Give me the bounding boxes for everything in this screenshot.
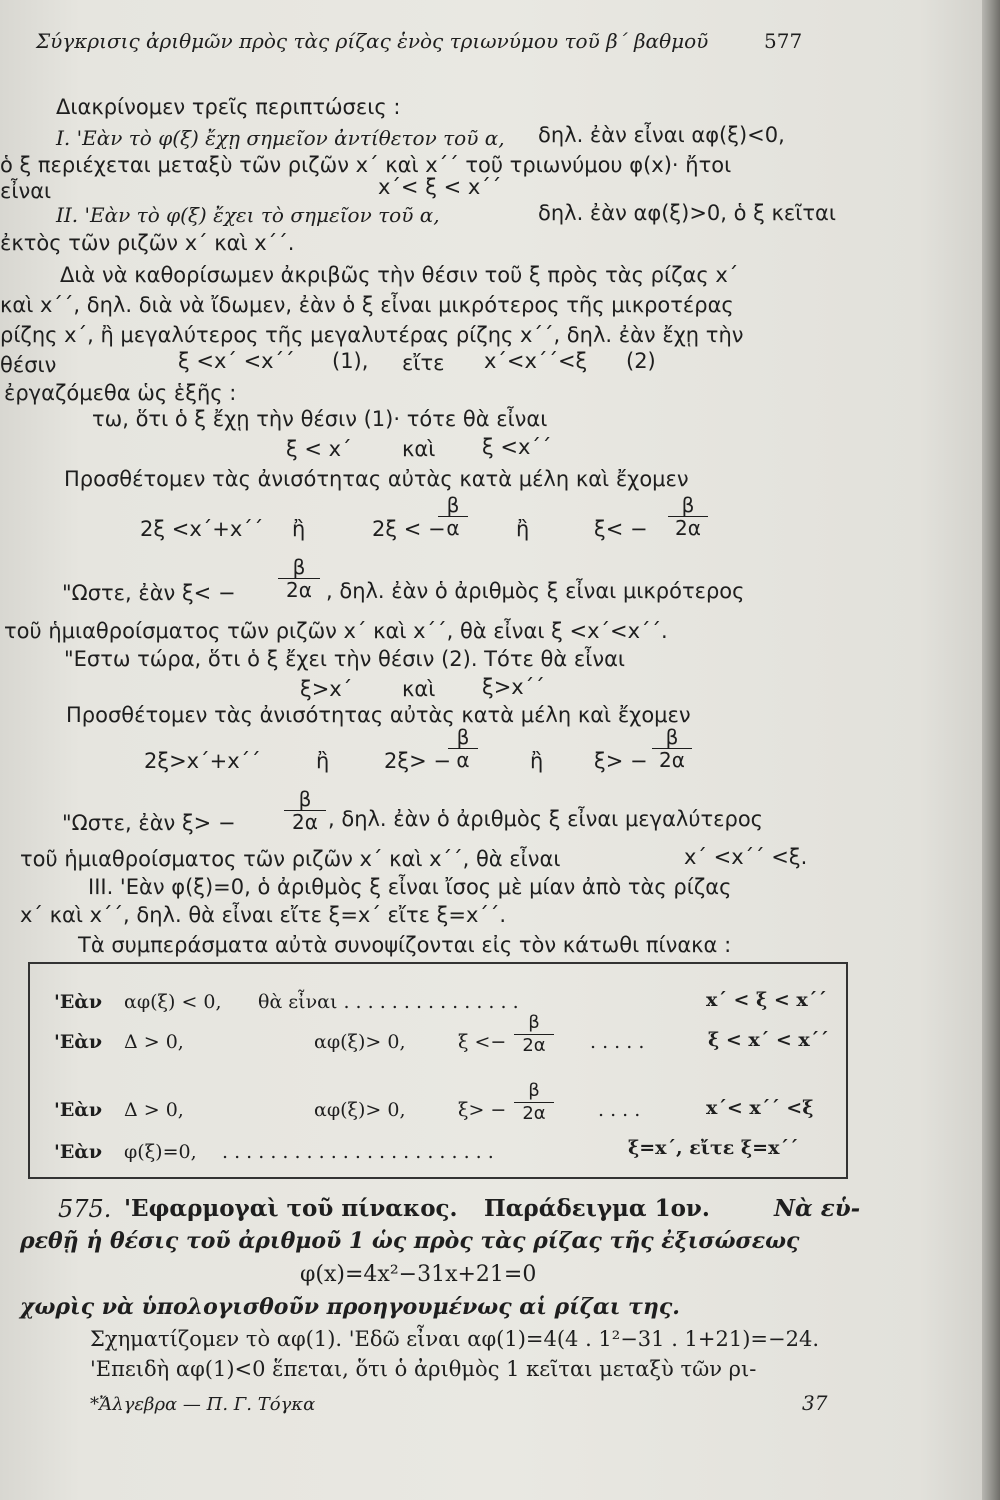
formula: x΄ <x΄΄ <ξ.: [684, 845, 808, 869]
fraction-denominator: 2α: [659, 748, 685, 772]
text-line: δηλ. ἐὰν αφ(ξ)>0, ὁ ξ κεῖται: [538, 201, 836, 225]
text-line: ρίζης x΄, ἢ μεγαλύτερος τῆς μεγαλυτέρας ρίζης x΄΄, δηλ. ἐὰν ἔχῃ τὴν: [0, 323, 744, 347]
text-line: x΄ καὶ x΄΄, δηλ. θὰ εἶναι εἴτε ξ=x΄ εἴτε ξ=x΄΄.: [20, 903, 507, 927]
formula: ξ< −: [594, 517, 648, 541]
table-cell: ξ <−: [458, 1031, 507, 1053]
fraction-denominator: 2α: [292, 810, 318, 834]
fraction: [448, 726, 478, 771]
fraction: [514, 1080, 554, 1125]
formula: "Ωστε, ἐὰν ξ> −: [62, 811, 236, 835]
table-cell: x΄< x΄΄ <ξ: [706, 1097, 814, 1119]
signature-mark: 37: [802, 1391, 828, 1415]
text-line: θέσιν: [0, 353, 57, 377]
table-rule-bottom: [28, 1177, 848, 1179]
formula: x΄< ξ < x΄΄: [378, 175, 502, 199]
text-line: ἢ: [530, 749, 544, 773]
fraction-numerator: β: [284, 788, 326, 811]
table-cell: 'Εὰν: [54, 1141, 103, 1163]
example-label: Παράδειγμα 1ον.: [484, 1195, 710, 1222]
formula: ξ>x΄΄: [482, 675, 545, 699]
fraction-denominator: α: [456, 748, 470, 772]
footer-book-title: *Ἄλγεβρα — Π. Γ. Τόγκα: [90, 1394, 316, 1415]
section-title: 'Εφαρμογαὶ τοῦ πίνακος.: [124, 1195, 458, 1222]
text-line: ἢ: [316, 749, 330, 773]
running-title: Σύγκρισις ἀριθμῶν πρὸς τὰς ρίζας ἑνὸς τριωνύμου τοῦ β΄ βαθμοῦ: [36, 29, 709, 53]
section-number: 575.: [58, 1195, 112, 1223]
case-one-heading: Ι. 'Εὰν τὸ φ(ξ) ἔχῃ σημεῖον ἀντίθετον τοῦ α,: [56, 126, 505, 150]
formula: 2ξ < −: [372, 517, 446, 541]
formula: ξ <x΄ <x΄΄: [178, 349, 295, 373]
table-rule-left: [28, 962, 30, 1177]
formula: 2ξ> −: [384, 749, 451, 773]
table-cell: αφ(ξ)> 0,: [314, 1099, 406, 1121]
fraction-numerator: β: [668, 494, 708, 517]
text-line: δηλ. ἐὰν εἶναι αφ(ξ)<0,: [538, 123, 785, 147]
table-cell: . . . . .: [590, 1031, 645, 1053]
formula: (2): [626, 349, 656, 373]
book-spine: [982, 0, 1000, 1500]
text-line: ἢ: [516, 517, 530, 541]
equation: φ(x)=4x²−31x+21=0: [300, 1262, 537, 1287]
solution-line: 'Επειδὴ αφ(1)<0 ἕπεται, ὅτι ὁ ἀριθμὸς 1 κεῖται μεταξὺ τῶν ρι-: [90, 1357, 757, 1381]
table-cell: αφ(ξ)> 0,: [314, 1031, 406, 1053]
table-cell: 'Εὰν: [54, 1099, 103, 1121]
fraction: [652, 726, 692, 771]
text-line: καὶ: [402, 677, 436, 701]
text-line: Διακρίνομεν τρεῖς περιπτώσεις :: [56, 95, 401, 119]
table-cell: ξ=x΄, εἴτε ξ=x΄΄: [628, 1137, 799, 1159]
fraction-denominator: α: [446, 516, 460, 540]
table-cell: αφ(ξ) < 0,: [124, 991, 222, 1013]
fraction: [278, 556, 320, 601]
formula: (1),: [332, 349, 369, 373]
formula: 2ξ <x΄+x΄΄: [140, 517, 264, 541]
fraction: [668, 494, 708, 539]
text-line: Προσθέτομεν τὰς ἀνισότητας αὐτὰς κατὰ μέλη καὶ ἔχομεν: [64, 467, 689, 491]
fraction: [438, 494, 468, 539]
formula: 2ξ>x΄+x΄΄: [144, 749, 261, 773]
text-line: ὁ ξ περιέχεται μεταξὺ τῶν ριζῶν x΄ καὶ x΄΄ τοῦ τριωνύμου φ(x)· ἤτοι: [0, 153, 732, 177]
formula: "Ωστε, ἐὰν ξ< −: [62, 581, 236, 605]
table-cell: 'Εὰν: [54, 991, 103, 1013]
text-line: τω, ὅτι ὁ ξ ἔχῃ τὴν θέσιν (1)· τότε θὰ εἶναι: [92, 407, 548, 431]
case-two-heading: ΙΙ. 'Εὰν τὸ φ(ξ) ἔχει τὸ σημεῖον τοῦ α,: [56, 203, 440, 227]
table-cell: ξ> −: [458, 1099, 507, 1121]
fraction: [284, 788, 326, 833]
text-line: , δηλ. ἐὰν ὁ ἀριθμὸς ξ εἶναι μικρότερος: [326, 579, 745, 603]
text-line: Προσθέτομεν τὰς ἀνισότητας αὐτὰς κατὰ μέλη καὶ ἔχομεν: [66, 703, 691, 727]
fraction-denominator: 2α: [522, 1103, 546, 1124]
task-text: Νὰ εὑ-: [774, 1195, 861, 1222]
text-line: καὶ x΄΄, δηλ. διὰ νὰ ἴδωμεν, ἐὰν ὁ ξ εἶναι μικρότερος τῆς μικροτέρας: [0, 293, 734, 317]
formula: ξ> −: [594, 749, 648, 773]
fraction-numerator: β: [652, 726, 692, 749]
page-number: 577: [764, 29, 803, 53]
fraction-denominator: 2α: [286, 578, 312, 602]
table-cell: θὰ εἶναι . . . . . . . . . . . . . . .: [258, 991, 519, 1013]
task-text: χωρὶς νὰ ὑπολογισθοῦν προηγουμένως αἱ ρίζαι της.: [20, 1294, 680, 1320]
text-line: εἴτε: [402, 351, 445, 375]
fraction-numerator: β: [278, 556, 320, 579]
table-cell: Δ > 0,: [124, 1031, 184, 1053]
fraction-numerator: β: [448, 726, 478, 749]
formula: ξ <x΄΄: [482, 435, 552, 459]
fraction-numerator: β: [438, 494, 468, 517]
text-line: , δηλ. ἐὰν ὁ ἀριθμὸς ξ εἶναι μεγαλύτερος: [328, 807, 764, 831]
fraction: [514, 1012, 554, 1057]
task-text: ρεθῇ ἡ θέσις τοῦ ἀριθμοῦ 1 ὡς πρὸς τὰς ρίζας τῆς ἐξισώσεως: [20, 1228, 800, 1254]
fraction-numerator: β: [514, 1012, 554, 1035]
text-line: Τὰ συμπεράσματα αὐτὰ συνοψίζονται εἰς τὸν κάτωθι πίνακα :: [78, 933, 732, 957]
table-cell: . . . .: [598, 1099, 641, 1121]
fraction-denominator: 2α: [675, 516, 701, 540]
table-rule-top: [28, 962, 848, 964]
text-line: ἐργαζόμεθα ὡς ἑξῆς :: [4, 381, 237, 405]
text-line: εἶναι: [0, 179, 52, 203]
text-line: τοῦ ἡμιαθροίσματος τῶν ριζῶν x΄ καὶ x΄΄, θὰ εἶναι ξ <x΄<x΄΄.: [4, 619, 668, 643]
text-line: "Εστω τώρα, ὅτι ὁ ξ ἔχει τὴν θέσιν (2). Τότε θὰ εἶναι: [64, 647, 626, 671]
table-cell: ξ < x΄ < x΄΄: [708, 1029, 829, 1051]
text-line: Διὰ νὰ καθορίσωμεν ἀκριβῶς τὴν θέσιν τοῦ ξ πρὸς τὰς ρίζας x΄: [60, 263, 739, 287]
table-rule-right: [846, 962, 848, 1177]
formula: x΄<x΄΄<ξ: [484, 349, 588, 373]
table-cell: . . . . . . . . . . . . . . . . . . . . . . .: [222, 1141, 494, 1163]
formula: ξ < x΄: [286, 437, 352, 461]
fraction-numerator: β: [514, 1080, 554, 1103]
table-cell: φ(ξ)=0,: [124, 1141, 197, 1163]
text-line: ἢ: [292, 517, 306, 541]
table-cell: 'Εὰν: [54, 1031, 103, 1053]
formula: ξ>x΄: [300, 677, 353, 701]
table-cell: x΄ < ξ < x΄΄: [706, 989, 827, 1011]
fraction-denominator: 2α: [522, 1035, 546, 1056]
solution-line: Σχηματίζομεν τὸ αφ(1). 'Εδῶ εἶναι αφ(1)=4(4 . 1²−31 . 1+21)=−24.: [90, 1327, 820, 1351]
text-line: τοῦ ἡμιαθροίσματος τῶν ριζῶν x΄ καὶ x΄΄, θὰ εἶναι: [20, 847, 561, 871]
table-cell: Δ > 0,: [124, 1099, 184, 1121]
text-line: καὶ: [402, 437, 436, 461]
text-line: ἐκτὸς τῶν ριζῶν x΄ καὶ x΄΄.: [0, 231, 295, 255]
case-three-line: ΙΙΙ. 'Εὰν φ(ξ)=0, ὁ ἀριθμὸς ξ εἶναι ἴσος μὲ μίαν ἀπὸ τὰς ρίζας: [88, 875, 732, 899]
